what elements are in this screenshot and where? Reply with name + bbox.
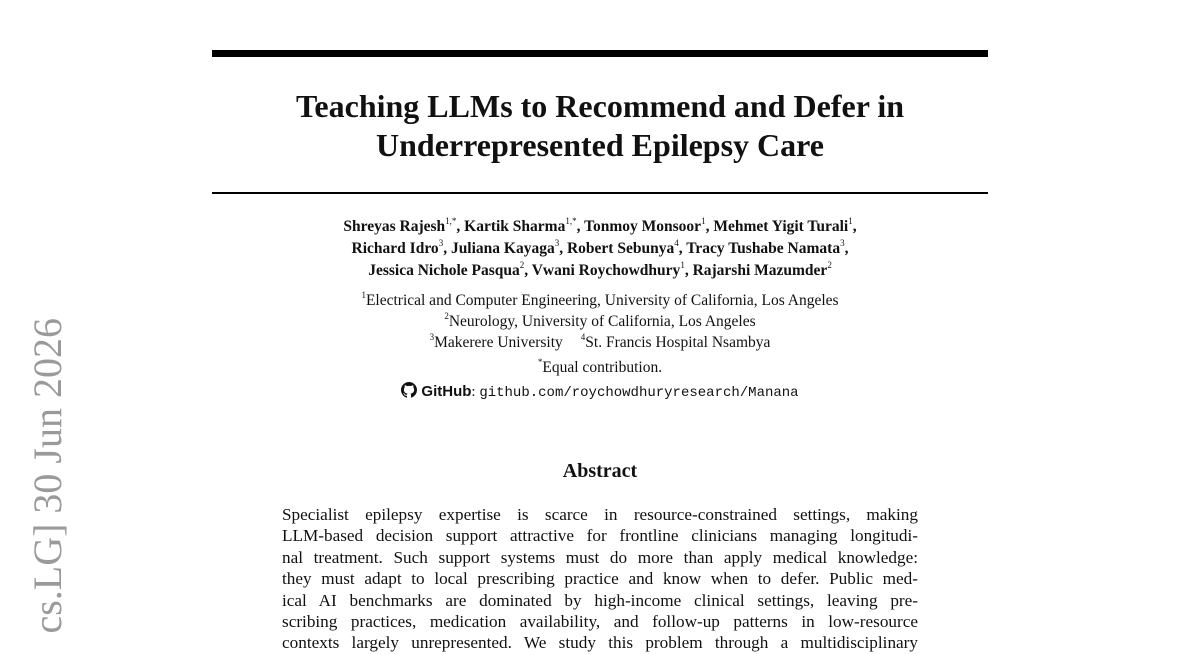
abstract-line: Specialist epilepsy expertise is scarce in resource-constrained settings, making <box>282 505 918 524</box>
author: Rajarshi Mazumder$^2$ <box>692 260 832 279</box>
github-icon <box>401 382 417 398</box>
author: Robert Sebunya$^4$ <box>566 238 679 257</box>
title-line-2: Underrepresented Epilepsy Care <box>376 127 824 163</box>
affiliation-2: $^2$Neurology, University of California, Los Angeles <box>444 311 756 330</box>
author: Tonmoy Monsoor$^1$ <box>584 216 706 235</box>
github-label: GitHub <box>421 383 472 400</box>
abstract-line: they must adapt to local prescribing practice and know when to defer. Public med- <box>282 569 918 589</box>
author: Jessica Nichole Pasqua$^2$ <box>368 260 525 279</box>
equal-contribution-note: *Equal contribution. <box>537 357 663 376</box>
arxiv-stamp: cs.LG] 30 Jun 2026 <box>25 318 70 634</box>
abstract-body <box>282 504 918 654</box>
abstract-line: scribing practices, medication availability, and follow-up patterns in low-resource <box>282 612 918 632</box>
author-line-2: Richard Idro$^3$, Juliana Kayaga$^3$, Robert Sebunya$^4$, Tracy Tushabe Namata$^3$, <box>351 238 849 257</box>
top-rule <box>212 50 988 57</box>
author: Kartik Sharma$^{1,*}$ <box>464 216 577 235</box>
author: Vwani Roychowdhury$^1$ <box>531 260 685 279</box>
author: Shreyas Rajesh$^{1,*}$ <box>343 216 457 235</box>
abstract-line: nal treatment. Such support systems must do more than apply medical knowledge: <box>282 547 918 567</box>
github-link[interactable]: GitHub: github.com/roychowdhuryresearch/Manana <box>212 381 988 404</box>
author: Juliana Kayaga$^3$ <box>450 238 560 257</box>
author: Richard Idro$^3$ <box>351 238 444 257</box>
title-line-1: Teaching LLMs to Recommend and Defer in <box>296 88 904 124</box>
abstract-line: ical AI benchmarks are dominated by high-income clinical settings, leaving pre- <box>282 590 918 610</box>
affiliation-1: $^1$Electrical and Computer Engineering, University of California, Los Angeles <box>361 290 839 309</box>
title-rule <box>212 192 988 194</box>
abstract-line: LLM-based decision support attractive for frontline clinicians managing longitudi- <box>282 526 918 546</box>
affiliation-list <box>212 290 988 353</box>
paper-title <box>212 87 988 165</box>
author-list <box>212 216 988 282</box>
abstract-heading: Abstract <box>562 460 638 482</box>
affiliation-3-4: $^3$Makerere University $^4$St. Francis Hospital Nsambya <box>429 332 771 351</box>
author: Mehmet Yigit Turali$^1$ <box>713 216 853 235</box>
author-line-3: Jessica Nichole Pasqua$^2$, Vwani Roychowdhury$^1$, Rajarshi Mazumder$^2$ <box>368 260 832 279</box>
github-url[interactable]: github.com/roychowdhuryresearch/Manana <box>479 385 799 401</box>
author: Tracy Tushabe Namata$^3$ <box>686 238 845 257</box>
abstract-line: contexts largely unrepresented. We study this problem through a multidisciplinary <box>282 633 918 653</box>
author-line-1: Shreyas Rajesh$^{1,*}$, Kartik Sharma$^{1,*}$, Tonmoy Monsoor$^1$, Mehmet Yigit Turali$^1$, <box>343 216 857 235</box>
